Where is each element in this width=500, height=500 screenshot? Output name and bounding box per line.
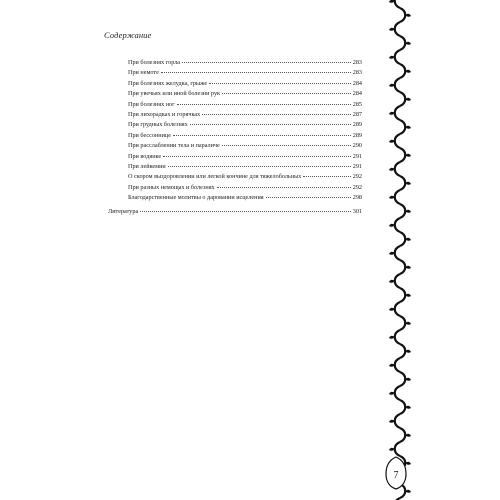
toc-leader-dots xyxy=(222,144,351,146)
toc-leader-dots xyxy=(161,71,351,73)
vine-segment xyxy=(400,64,405,78)
vine-segment xyxy=(395,106,400,120)
toc-leader-dots xyxy=(303,175,350,177)
vine-segment xyxy=(400,204,405,218)
toc-entry[interactable] xyxy=(108,110,362,120)
vine-segment xyxy=(400,92,405,106)
toc-entry-title: При увечьях или иной болезни рук xyxy=(128,90,221,98)
toc-entry-page: 291 xyxy=(352,152,362,160)
toc-entry-title: Литература xyxy=(108,208,139,216)
toc-entry[interactable] xyxy=(108,193,362,203)
vine-segment xyxy=(400,176,405,190)
vine-segment xyxy=(395,330,400,344)
toc-entry[interactable] xyxy=(108,79,362,89)
page-number-badge xyxy=(384,456,408,490)
vine-segment xyxy=(400,148,405,162)
vine-segment xyxy=(400,232,405,246)
toc-entry-title: О скором выздоровлении или легкой кончине для тяжелобольных xyxy=(128,173,302,181)
vine-segment xyxy=(395,134,400,148)
toc-entry[interactable] xyxy=(108,100,362,110)
vine-segment xyxy=(395,274,400,288)
vine-segment xyxy=(400,288,405,302)
toc-entry[interactable] xyxy=(108,68,362,78)
toc-leader-dots xyxy=(182,61,351,63)
toc-entry-page: 283 xyxy=(352,59,362,66)
toc-entry-page: 289 xyxy=(352,131,362,139)
vine-segment xyxy=(395,442,400,456)
vine-segment xyxy=(395,78,400,92)
toc-entry[interactable] xyxy=(108,183,362,193)
vine-segment xyxy=(400,372,405,386)
vine-segment xyxy=(400,120,405,134)
toc-entry[interactable] xyxy=(108,89,362,99)
toc-entry[interactable] xyxy=(108,131,362,141)
vine-segment xyxy=(400,36,405,50)
toc-entry-page: 284 xyxy=(352,79,362,87)
toc-entry-page: 292 xyxy=(352,173,362,181)
toc-entry-title: При бессоннице xyxy=(128,131,171,139)
vine-segment xyxy=(400,260,405,274)
vine-segment xyxy=(395,386,400,400)
toc-leader-dots xyxy=(266,196,351,198)
toc-leader-dots xyxy=(217,186,351,188)
toc-entry-page: 290 xyxy=(352,142,362,150)
toc-leader-dots xyxy=(168,165,351,167)
vine-segment xyxy=(395,414,400,428)
toc-entry-title: При водянке xyxy=(128,152,162,160)
vine-segment xyxy=(395,162,400,176)
table-of-contents xyxy=(108,58,362,218)
toc-entry[interactable] xyxy=(108,152,362,162)
toc-entry[interactable] xyxy=(108,141,362,151)
page-number: 7 xyxy=(393,470,399,481)
toc-entry-title: При немоте xyxy=(128,69,159,77)
toc-entry[interactable] xyxy=(108,162,362,172)
toc-entry-page: 291 xyxy=(352,162,362,170)
vine-segment xyxy=(395,218,400,232)
toc-entry-title: При болезнях горла xyxy=(128,59,181,66)
toc-leader-dots xyxy=(209,82,351,84)
vine-segment xyxy=(395,22,400,36)
vine-segment xyxy=(395,302,400,316)
toc-leader-dots xyxy=(173,134,351,136)
toc-entry-page: 285 xyxy=(352,100,362,108)
scroll-vine-ornament-icon xyxy=(387,0,413,500)
toc-entry-title: При разных немощах и болезнях xyxy=(128,183,215,191)
toc-entry[interactable] xyxy=(108,207,362,217)
vine-segment xyxy=(400,344,405,358)
running-head: Содержание xyxy=(104,30,152,40)
toc-entry-title: При болезнях желудка, грыже xyxy=(128,79,208,87)
toc-entry-page: 287 xyxy=(352,110,362,118)
vine-segment xyxy=(395,358,400,372)
toc-entry-title: Благодарственные молитвы о даровании исцеления xyxy=(128,194,264,202)
toc-leader-dots xyxy=(222,92,351,94)
toc-leader-dots xyxy=(202,113,351,115)
toc-entry-page: 298 xyxy=(352,194,362,202)
toc-entry[interactable] xyxy=(108,120,362,130)
toc-entry-title: При болезнях ног xyxy=(128,100,175,108)
toc-entry-page: 283 xyxy=(352,69,362,77)
vine-segment xyxy=(395,50,400,64)
toc-leader-dots xyxy=(140,210,351,212)
toc-leader-dots xyxy=(190,123,351,125)
toc-entry-title: При лихорадках и горячках xyxy=(128,110,201,118)
toc-entry[interactable] xyxy=(108,58,362,68)
toc-entry-page: 292 xyxy=(352,183,362,191)
vine-segment xyxy=(400,316,405,330)
toc-entry-page: 301 xyxy=(352,208,362,216)
toc-entry[interactable] xyxy=(108,172,362,182)
toc-entry-page: 289 xyxy=(352,121,362,129)
vine-segment xyxy=(400,8,405,22)
vine-segment xyxy=(400,400,405,414)
toc-entry-page: 284 xyxy=(352,90,362,98)
vine-segment xyxy=(395,190,400,204)
toc-leader-dots xyxy=(163,155,351,157)
toc-entry-title: При расслаблении тела и параличе xyxy=(128,142,220,150)
vine-segment xyxy=(395,0,400,8)
toc-entry-title: При лейкемии xyxy=(128,162,166,170)
vine-segment xyxy=(400,428,405,442)
toc-entry-title: При грудных болезнях xyxy=(128,121,188,129)
vine-segment xyxy=(395,246,400,260)
toc-leader-dots xyxy=(177,103,351,105)
